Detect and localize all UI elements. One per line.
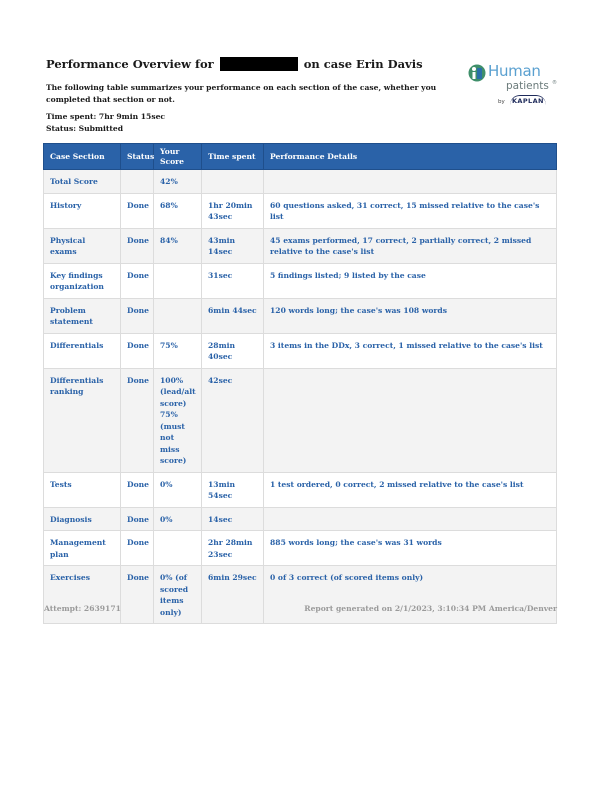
cell-time: 31sec xyxy=(202,263,264,298)
cell-details: 5 findings listed; 9 listed by the case xyxy=(264,263,557,298)
ihuman-logo-icon xyxy=(468,64,486,82)
cell-details: 60 questions asked, 31 correct, 15 missed relative to the case's list xyxy=(264,193,557,228)
cell-score: 0% (of scored items only) xyxy=(154,566,202,624)
cell-score: 42% xyxy=(154,170,202,194)
table-row xyxy=(44,228,557,263)
table-row xyxy=(44,170,557,194)
cell-status: Done xyxy=(121,228,154,263)
page-title xyxy=(46,57,423,71)
cell-time: 42sec xyxy=(202,368,264,472)
cell-details: 1 test ordered, 0 correct, 2 missed relative to the case's list xyxy=(264,472,557,507)
cell-score: 75% xyxy=(154,333,202,368)
col-header-status: Status xyxy=(121,144,154,170)
cell-details xyxy=(264,368,557,472)
cell-time: 6min 44sec xyxy=(202,298,264,333)
cell-section: Diagnosis xyxy=(44,507,121,531)
cell-status: Done xyxy=(121,507,154,531)
cell-section: Tests xyxy=(44,472,121,507)
cell-section: History xyxy=(44,193,121,228)
cell-status: Done xyxy=(121,333,154,368)
cell-section: Differentials ranking xyxy=(44,368,121,472)
intro-text: The following table summarizes your performance on each section of the case, whether you completed that section or not. xyxy=(46,83,437,104)
table-row xyxy=(44,566,557,624)
table-row xyxy=(44,472,557,507)
cell-section: Differentials xyxy=(44,333,121,368)
cell-details: 3 items in the DDx, 3 correct, 1 missed relative to the case's list xyxy=(264,333,557,368)
cell-time: 28min 40sec xyxy=(202,333,264,368)
cell-section: Management plan xyxy=(44,531,121,566)
status-line: Status: Submitted xyxy=(46,124,124,133)
cell-status: Done xyxy=(121,193,154,228)
col-header-details: Performance Details xyxy=(264,144,557,170)
cell-details: 885 words long; the case's was 31 words xyxy=(264,531,557,566)
cell-score: 0% xyxy=(154,472,202,507)
table-row xyxy=(44,368,557,472)
cell-status: Done xyxy=(121,298,154,333)
cell-time: 1hr 20min 43sec xyxy=(202,193,264,228)
table-row xyxy=(44,193,557,228)
cell-section: Key findings organization xyxy=(44,263,121,298)
cell-score xyxy=(154,298,202,333)
title-prefix: Performance Overview for xyxy=(46,57,214,71)
cell-details xyxy=(264,507,557,531)
cell-time: 2hr 28min 23sec xyxy=(202,531,264,566)
cell-section: Physical exams xyxy=(44,228,121,263)
title-suffix: on case Erin Davis xyxy=(303,57,423,71)
cell-status: Done xyxy=(121,263,154,298)
cell-score: 0% xyxy=(154,507,202,531)
col-header-time: Time spent xyxy=(202,144,264,170)
cell-time: 13min 54sec xyxy=(202,472,264,507)
logo-by: by xyxy=(498,99,505,105)
logo-brand: Human xyxy=(488,62,541,80)
cell-section: Exercises xyxy=(44,566,121,624)
cell-time xyxy=(202,170,264,194)
cell-details: 45 exams performed, 17 correct, 2 partially correct, 2 missed relative to the case's list xyxy=(264,228,557,263)
time-spent: Time spent: 7hr 9min 15sec xyxy=(46,112,166,121)
col-header-section: Case Section xyxy=(44,144,121,170)
table-row xyxy=(44,531,557,566)
logo-product: patients xyxy=(506,80,549,92)
cell-status: Done xyxy=(121,566,154,624)
cell-score: 68% xyxy=(154,193,202,228)
cell-score xyxy=(154,263,202,298)
table-row xyxy=(44,507,557,531)
table-row xyxy=(44,333,557,368)
redacted-name xyxy=(220,57,298,71)
table-row xyxy=(44,298,557,333)
col-header-score: Your Score xyxy=(154,144,202,170)
attempt-id: Attempt: 2639171 xyxy=(44,604,121,613)
cell-details: 0 of 3 correct (of scored items only) xyxy=(264,566,557,624)
cell-status xyxy=(121,170,154,194)
cell-status: Done xyxy=(121,368,154,472)
cell-score: 100% (lead/alt score) 75% (must not miss score) xyxy=(154,368,202,472)
cell-status: Done xyxy=(121,472,154,507)
report-generated: Report generated on 2/1/2023, 3:10:34 PM America/Denver xyxy=(304,604,557,613)
cell-score xyxy=(154,531,202,566)
cell-section: Problem statement xyxy=(44,298,121,333)
cell-details: 120 words long; the case's was 108 words xyxy=(264,298,557,333)
cell-section: Total Score xyxy=(44,170,121,194)
table-row xyxy=(44,263,557,298)
cell-status: Done xyxy=(121,531,154,566)
cell-score: 84% xyxy=(154,228,202,263)
cell-time: 43min 14sec xyxy=(202,228,264,263)
performance-table xyxy=(43,143,557,624)
cell-time: 6min 29sec xyxy=(202,566,264,624)
table-body xyxy=(44,170,557,624)
registered-mark-icon: ® xyxy=(552,80,557,86)
cell-details xyxy=(264,170,557,194)
logo-company: KAPLAN xyxy=(512,97,544,105)
ihuman-logo xyxy=(468,62,558,108)
table-header-row xyxy=(44,144,557,170)
cell-time: 14sec xyxy=(202,507,264,531)
